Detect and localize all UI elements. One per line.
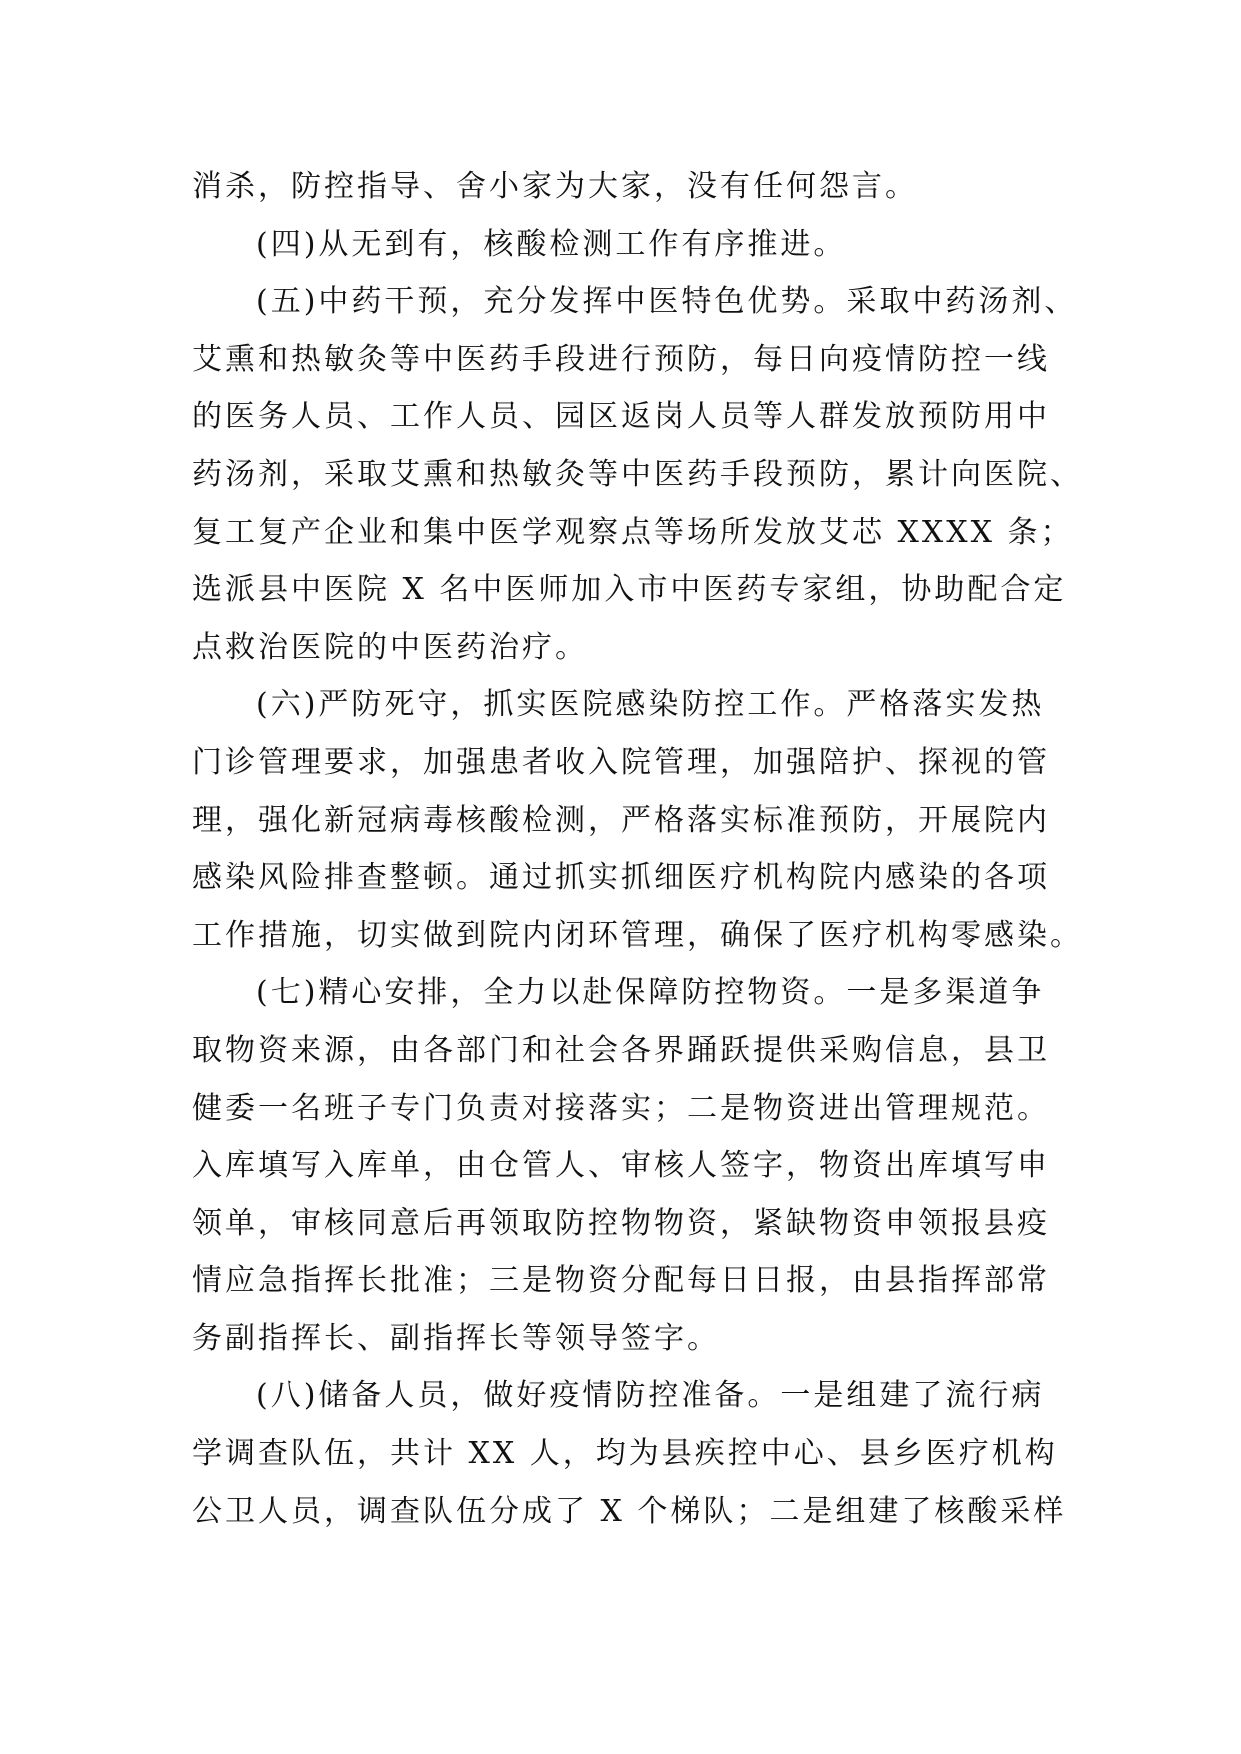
paragraph-line: 情应急指挥长批准；三是物资分配每日日报，由县指挥部常 [192,1263,1050,1299]
paragraph-line: 公卫人员，调查队伍分成了 X 个梯队；二是组建了核酸采样 [192,1493,1067,1529]
section-heading-7: (七)精心安排，全力以赴保障防控物资。一是多渠道争 [256,975,1045,1011]
paragraph-line: 门诊管理要求，加强患者收入院管理，加强陪护、探视的管 [192,744,1050,780]
section-heading-5: (五)中药干预，充分发挥中医特色优势。采取中药汤剂、 [256,284,1078,320]
paragraph-line: 领单，审核同意后再领取防控物物资，紧缺物资申领报县疫 [192,1205,1050,1241]
section-heading-8: (八)储备人员，做好疫情防控准备。一是组建了流行病 [256,1378,1045,1414]
paragraph-line: 健委一名班子专门负责对接落实；二是物资进出管理规范。 [192,1090,1050,1126]
document-body [192,158,1083,1540]
paragraph-line: 理，强化新冠病毒核酸检测，严格落实标准预防，开展院内 [192,802,1050,838]
paragraph-line: 点救治医院的中医药治疗。 [192,629,588,665]
paragraph-line: 务副指挥长、副指挥长等领导签字。 [192,1320,720,1356]
paragraph-line: 消杀，防控指导、舍小家为大家，没有任何怨言。 [192,169,918,204]
paragraph-line: 学调查队伍，共计 XX 人，均为县疾控中心、县乡医疗机构 [192,1436,1058,1472]
paragraph-line: 的医务人员、工作人员、园区返岗人员等人群发放预防用中 [192,399,1050,435]
paragraph-line: 选派县中医院 X 名中医师加入市中医药专家组，协助配合定 [192,572,1067,608]
section-heading-6: (六)严防死守，抓实医院感染防控工作。严格落实发热 [256,687,1045,723]
paragraph-line: 感染风险排查整顿。通过抓实抓细医疗机构院内感染的各项 [192,860,1050,896]
paragraph-line: 复工复产企业和集中医学观察点等场所发放艾芯 XXXX 条； [192,514,1074,550]
paragraph-line: 工作措施，切实做到院内闭环管理，确保了医疗机构零感染。 [192,917,1083,953]
paragraph-line: 药汤剂，采取艾熏和热敏灸等中医药手段预防，累计向医院、 [192,456,1083,492]
paragraph-line: 入库填写入库单，由仓管人、审核人签字，物资出库填写申 [192,1148,1050,1184]
section-heading-4: (四)从无到有，核酸检测工作有序推进。 [256,226,847,262]
paragraph-line: 艾熏和热敏灸等中医药手段进行预防，每日向疫情防控一线 [192,341,1050,377]
paragraph-line: 取物资来源，由各部门和社会各界踊跃提供采购信息，县卫 [192,1032,1050,1068]
